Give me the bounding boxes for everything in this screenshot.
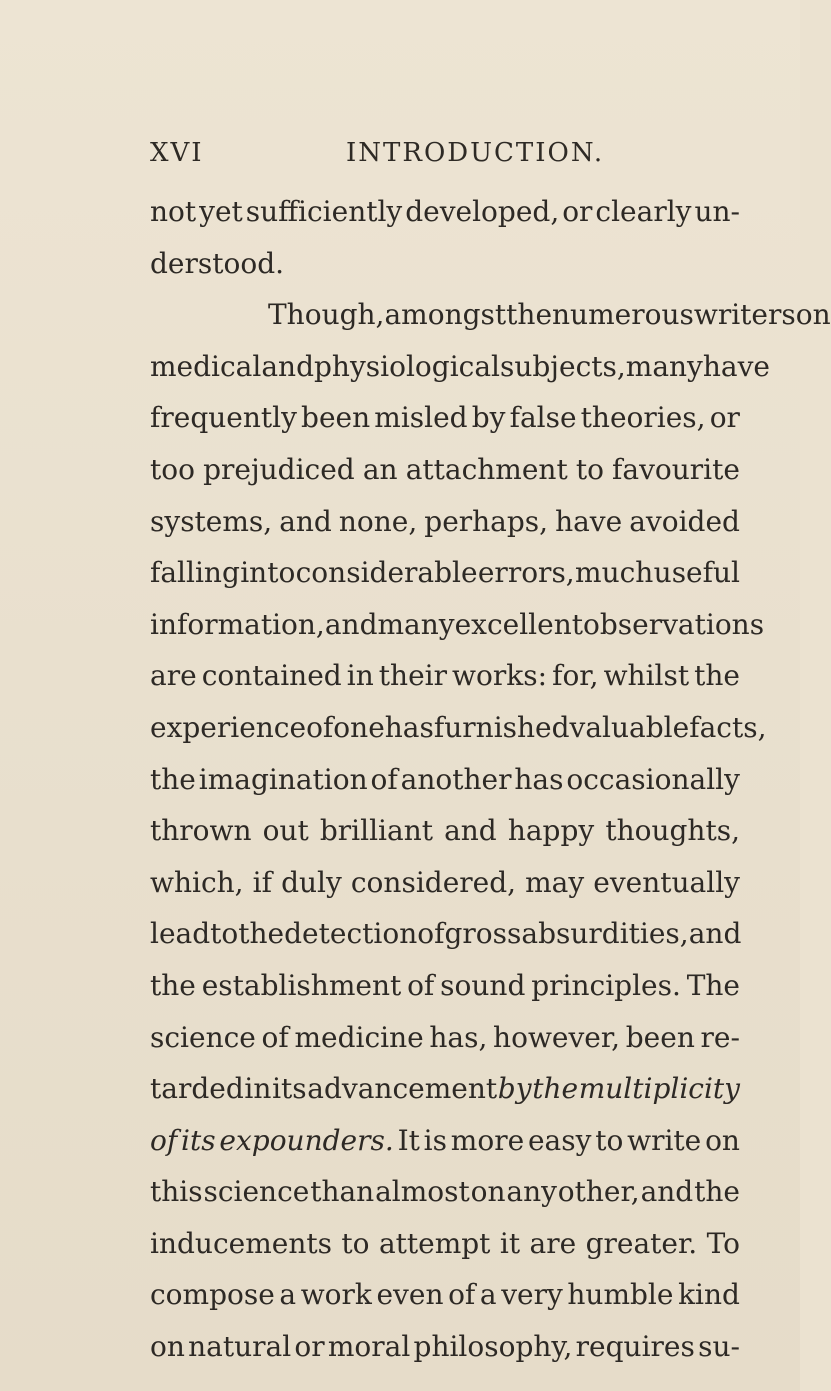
text-line	[150, 392, 740, 444]
word: too	[150, 452, 195, 486]
word: clearly	[595, 195, 692, 228]
word: by	[471, 401, 506, 435]
word: have	[555, 504, 623, 538]
word: duly	[281, 865, 342, 899]
word: the	[532, 1072, 579, 1106]
word: eventually	[593, 865, 740, 899]
word: observations	[583, 607, 765, 641]
word: has	[514, 762, 564, 796]
word: and	[261, 349, 314, 383]
word: greater.	[585, 1226, 698, 1260]
word: un-	[694, 195, 740, 228]
word: many	[377, 607, 455, 641]
word: on	[795, 298, 831, 332]
word: other,	[557, 1175, 640, 1209]
section-title: INTRODUCTION.	[346, 138, 605, 168]
text-line	[150, 1218, 740, 1270]
word: of	[448, 1278, 476, 1312]
text-line	[150, 908, 740, 960]
word: the	[150, 968, 196, 1002]
text-line	[150, 1115, 740, 1167]
word: falling	[150, 556, 240, 590]
word: attachment	[405, 452, 568, 486]
word: yet	[199, 195, 243, 228]
word: are	[529, 1226, 577, 1260]
word: the	[694, 659, 740, 693]
word: science	[150, 1020, 256, 1054]
word: the	[694, 1175, 740, 1209]
word: which,	[150, 865, 244, 899]
word: or	[294, 1330, 325, 1364]
text-line	[150, 857, 740, 909]
word: has,	[429, 1020, 488, 1054]
word: valuable	[569, 710, 690, 744]
word: philosophy,	[413, 1330, 573, 1364]
word: subjects,	[499, 349, 626, 383]
running-head	[150, 138, 750, 178]
text-line	[150, 1012, 740, 1064]
word: su-	[698, 1330, 740, 1364]
word: to	[341, 1226, 370, 1260]
word: tarded	[150, 1072, 244, 1106]
word: to	[575, 452, 604, 486]
word: perhaps,	[424, 504, 549, 538]
text-line	[150, 238, 740, 290]
word: out	[262, 814, 309, 848]
word: requires	[575, 1330, 695, 1364]
text-line	[150, 702, 767, 754]
text-line	[150, 496, 740, 548]
word: the	[238, 917, 285, 951]
word: the	[506, 298, 553, 332]
word: experience	[150, 710, 307, 744]
word: Though,	[268, 298, 385, 332]
word: of	[417, 917, 445, 951]
word: it	[499, 1226, 521, 1260]
word: not	[150, 195, 197, 228]
text-line	[150, 805, 740, 857]
word: and	[279, 504, 332, 538]
word: To	[706, 1226, 740, 1260]
word: medical	[150, 349, 262, 383]
word: another	[400, 762, 512, 796]
word: thoughts,	[605, 814, 740, 848]
text-line	[150, 1321, 740, 1373]
word: natural	[188, 1330, 292, 1364]
word: on	[705, 1123, 740, 1157]
word: of	[261, 1020, 289, 1054]
word: an	[362, 452, 398, 486]
word: a	[279, 1278, 297, 1312]
word: almost	[375, 1175, 470, 1209]
text-line	[150, 289, 831, 341]
word: however,	[493, 1020, 621, 1054]
word: on	[470, 1175, 506, 1209]
word: science	[203, 1175, 310, 1209]
word: or	[562, 195, 593, 228]
word: moral	[327, 1330, 411, 1364]
word: more	[450, 1123, 525, 1157]
word: writers	[693, 298, 796, 332]
word: absurdities,	[521, 917, 689, 951]
text-line	[150, 341, 770, 393]
word: of	[407, 968, 435, 1002]
word: imagination	[198, 762, 368, 796]
word: occasionally	[566, 762, 740, 796]
word: medicine	[294, 1020, 424, 1054]
word: none,	[338, 504, 418, 538]
word: derstood.	[150, 246, 285, 280]
word: whilst	[603, 659, 690, 693]
word: false	[509, 401, 577, 435]
word: any	[506, 1175, 557, 1209]
word: of	[150, 1123, 178, 1157]
word: work	[300, 1278, 372, 1312]
word: for,	[552, 659, 599, 693]
word: misled	[374, 401, 468, 435]
word: It	[397, 1123, 420, 1157]
text-line	[150, 599, 765, 651]
word: very	[501, 1278, 563, 1312]
word: if	[252, 865, 272, 899]
word: useful	[653, 556, 740, 590]
word: facts,	[689, 710, 767, 744]
word: their	[378, 659, 447, 693]
word: systems,	[150, 504, 273, 538]
word: into	[240, 556, 296, 590]
word: favourite	[612, 452, 740, 486]
text-line	[150, 547, 740, 599]
word: of	[370, 762, 398, 796]
word: easy	[527, 1123, 592, 1157]
word: information,	[150, 607, 325, 641]
text-line	[150, 1166, 740, 1218]
word: write	[627, 1123, 702, 1157]
text-line	[150, 1269, 740, 1321]
word: and	[688, 917, 742, 951]
word: may	[525, 865, 585, 899]
word: is	[423, 1123, 447, 1157]
word: the	[150, 762, 196, 796]
word: developed,	[405, 195, 560, 228]
word: its	[181, 1123, 216, 1157]
word: even	[376, 1278, 444, 1312]
word: or	[709, 401, 740, 435]
word: detection	[284, 917, 418, 951]
word: physiological	[314, 349, 500, 383]
word: happy	[507, 814, 595, 848]
word: thrown	[150, 814, 252, 848]
word: one	[333, 710, 385, 744]
word: to	[210, 917, 239, 951]
word: in	[244, 1072, 272, 1106]
word: its	[272, 1072, 307, 1106]
word: gross	[444, 917, 522, 951]
word: been	[301, 401, 371, 435]
word: errors,	[477, 556, 575, 590]
word: lead	[150, 917, 211, 951]
word: on	[150, 1330, 185, 1364]
word: advancement	[307, 1072, 498, 1106]
word: expounders.	[219, 1123, 394, 1157]
word: amongst	[384, 298, 507, 332]
word: principles.	[531, 968, 681, 1002]
word: kind	[678, 1278, 740, 1312]
word: considered,	[350, 865, 517, 899]
word: much	[575, 556, 654, 590]
word: re-	[700, 1020, 740, 1054]
text-line	[150, 444, 740, 496]
word: works:	[452, 659, 548, 693]
word: contained	[201, 659, 342, 693]
word: compose	[150, 1278, 275, 1312]
word: and	[324, 607, 378, 641]
text-line	[150, 960, 740, 1012]
word: frequently	[150, 401, 297, 435]
word: excellent	[454, 607, 583, 641]
word: The	[686, 968, 740, 1002]
word: has	[384, 710, 434, 744]
word: have	[702, 349, 770, 383]
word: furnished	[433, 710, 570, 744]
word: attempt	[378, 1226, 491, 1260]
word: been	[625, 1020, 695, 1054]
word: this	[150, 1175, 203, 1209]
word: theories,	[580, 401, 706, 435]
word: by	[497, 1072, 532, 1106]
word: brilliant	[319, 814, 433, 848]
word: inducements	[150, 1226, 332, 1260]
body-text	[150, 186, 831, 1373]
word: to	[595, 1123, 624, 1157]
text-line	[150, 754, 740, 806]
word: considerable	[295, 556, 478, 590]
word: than	[310, 1175, 375, 1209]
word: of	[306, 710, 334, 744]
word: and	[640, 1175, 694, 1209]
word: multiplicity	[578, 1072, 740, 1106]
word: humble	[567, 1278, 674, 1312]
page-number: XVI	[150, 138, 204, 168]
text-line	[150, 1063, 740, 1115]
text-line	[150, 186, 740, 238]
word: sufficiently	[245, 195, 403, 228]
word: are	[150, 659, 197, 693]
word: numerous	[552, 298, 694, 332]
word: many	[625, 349, 703, 383]
word: prejudiced	[203, 452, 355, 486]
word: and	[444, 814, 497, 848]
word: establishment	[201, 968, 402, 1002]
text-line	[150, 650, 740, 702]
word: sound	[440, 968, 526, 1002]
word: in	[346, 659, 374, 693]
word: avoided	[629, 504, 740, 538]
word: a	[479, 1278, 497, 1312]
